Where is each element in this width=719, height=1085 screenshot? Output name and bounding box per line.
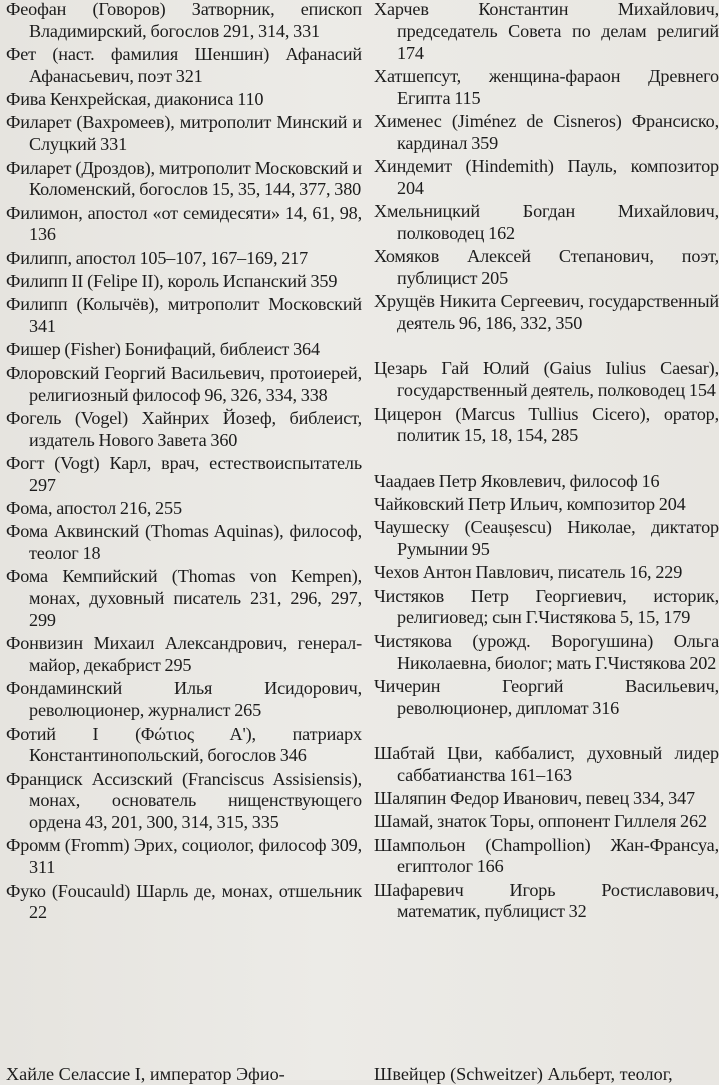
- index-column-right: [374, 0, 719, 925]
- index-entry: Чистякова (урожд. Ворогушина) Ольга Николаевна, биолог; мать Г.Чистякова 202: [374, 630, 719, 673]
- index-entry: Филарет (Дроздов), митрополит Московский и Коломенский, богослов 15, 35, 144, 377, 380: [6, 157, 362, 200]
- letter-gap: [374, 721, 719, 743]
- index-entry: Фома, апостол 216, 255: [6, 498, 182, 519]
- letter-group-ch: [374, 471, 719, 720]
- index-entry: Фогт (Vogt) Карл, врач, естествоиспытатель 297: [6, 452, 362, 495]
- index-entry: Шампольон (Champollion) Жан-Франсуа, египтолог 166: [374, 834, 719, 877]
- index-entry: Чаушеску (Ceaușescu) Николае, диктатор Румынии 95: [374, 517, 719, 560]
- letter-gap: [374, 449, 719, 471]
- index-entry: Фотий I (Φώτιος Α'), патриарх Константинопольский, богослов 346: [6, 723, 362, 766]
- index-entry: Харчев Константин Михайлович, председатель Совета по делам религий 174: [374, 0, 719, 63]
- index-entry: Хименес (Jiménez de Cisneros) Франсиско, кардинал 359: [374, 110, 719, 153]
- index-column-left: [0, 0, 362, 926]
- index-entry: Фондаминский Илья Исидорович, революционер, журналист 265: [6, 678, 362, 721]
- letter-group-sh: [374, 743, 719, 923]
- index-entry: Феофан (Говоров) Затворник, епископ Владимирский, богослов 291, 314, 331: [6, 0, 362, 41]
- index-entry: Фуко (Foucauld) Шарль де, монах, отшельник 22: [6, 880, 362, 923]
- index-entry-cutoff: Хайле Селассие I, император Эфио-: [6, 1064, 285, 1084]
- letter-group-kh: [374, 0, 719, 335]
- index-entry: Фива Кенхрейская, диакониса 110: [6, 89, 264, 110]
- letter-group-ts: [374, 358, 719, 447]
- index-entry: Фогель (Vogel) Хайнрих Йозеф, библеист, издатель Нового Завета 360: [6, 407, 362, 450]
- index-entry: Чехов Антон Павлович, писатель 16, 229: [374, 562, 683, 583]
- index-entry: Цезарь Гай Юлий (Gaius Iulius Caesar), государственный деятель, полководец 154: [374, 358, 719, 401]
- index-entry: Шамай, знаток Торы, оппонент Гиллеля 262: [374, 811, 707, 832]
- index-entry: Чайковский Петр Ильич, композитор 204: [374, 493, 686, 514]
- index-entry: Хиндемит (Hindemith) Пауль, композитор 204: [374, 156, 719, 198]
- index-entry: Чичерин Георгий Васильевич, революционер, дипломат 316: [374, 675, 719, 718]
- index-entry: Фонвизин Михаил Александрович, генерал-майор, декабрист 295: [6, 633, 362, 676]
- index-entry: Филипп, апостол 105–107, 167–169, 217: [6, 247, 309, 268]
- index-entry: Хомяков Алексей Степанович, поэт, публицист 205: [374, 246, 719, 289]
- index-entry: Хмельницкий Богдан Михайлович, полководец 162: [374, 201, 719, 243]
- index-entry: Шафаревич Игорь Ростиславович, математик, публицист 32: [374, 879, 719, 922]
- index-entry-cutoff: Швейцер (Schweitzer) Альберт, теолог,: [374, 1064, 673, 1084]
- index-entry: Фома Кемпийский (Thomas von Kempen), монах, духовный писатель 231, 296, 297, 299: [6, 566, 362, 631]
- index-entry: Фома Аквинский (Thomas Aquinas), философ, теолог 18: [6, 521, 362, 564]
- index-entry: Франциск Ассизский (Franciscus Assisiensis), монах, основатель нищенствующего ордена 43, 201, 300, 314, 315, 335: [6, 768, 362, 833]
- index-entry: Фет (наст. фамилия Шеншин) Афанасий Афанасьевич, поэт 321: [6, 44, 362, 86]
- index-entry: Хрущёв Никита Сергеевич, государственный деятель 96, 186, 332, 350: [374, 291, 719, 334]
- index-entry: Филимон, апостол «от семидесяти» 14, 61, 98, 136: [6, 202, 362, 245]
- letter-gap: [374, 336, 719, 358]
- index-entry: Хатшепсут, женщина-фараон Древнего Египта 115: [374, 65, 719, 108]
- index-entry: Филарет (Вахромеев), митрополит Минский и Слуцкий 331: [6, 112, 362, 155]
- index-entry: Чаадаев Петр Яковлевич, философ 16: [374, 470, 660, 491]
- index-entry: Филипп (Колычёв), митрополит Московский 341: [6, 294, 362, 337]
- index-entry: Фромм (Fromm) Эрих, социолог, философ 309, 311: [6, 835, 362, 878]
- index-entry: Шаляпин Федор Иванович, певец 334, 347: [374, 788, 695, 808]
- index-entry: Фишер (Fisher) Бонифаций, библеист 364: [6, 339, 320, 360]
- index-entry: Цицерон (Marcus Tullius Cicero), оратор, политик 15, 18, 154, 285: [374, 403, 719, 446]
- index-entry: Флоровский Георгий Васильевич, протоиерей, религиозный философ 96, 326, 334, 338: [6, 362, 362, 405]
- index-entry: Чистяков Петр Георгиевич, историк, религиовед; сын Г.Чистякова 5, 15, 179: [374, 585, 719, 628]
- index-entry: Филипп II (Felipe II), король Испанский 359: [6, 271, 338, 292]
- index-entry: Шабтай Цви, каббалист, духовный лидер саббатианства 161–163: [374, 742, 719, 785]
